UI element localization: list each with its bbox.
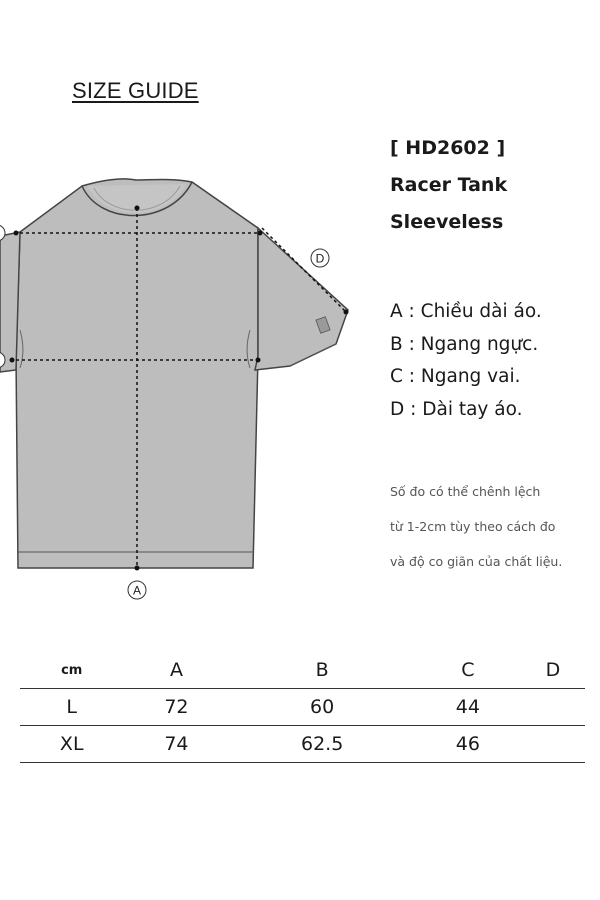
product-info [390,130,507,241]
header-c: C [461,659,475,681]
header-b: B [315,659,329,681]
table-row [20,689,585,726]
size-guide-title: SIZE GUIDE [72,78,199,103]
measurement-legend [390,296,542,426]
row-d [521,726,585,763]
table-header-row [20,652,585,689]
svg-text:A: A [132,583,142,598]
legend-item-c: C : Ngang vai. [390,366,521,387]
legend-item-d: D : Dài tay áo. [390,398,523,420]
table-row [20,726,585,763]
row-c: 44 [455,696,480,718]
header-unit: cm [61,662,83,678]
legend-item-a: A : Chiều dài áo. [390,301,542,322]
product-name-line1: Racer Tank [390,174,508,196]
row-size: L [66,696,78,718]
row-b: 60 [310,696,335,718]
row-a: 74 [164,733,189,755]
size-table [20,652,585,763]
marker-a [128,581,146,599]
product-name-line2: Sleeveless [390,211,504,233]
product-code: [ HD2602 ] [390,137,506,159]
marker-d [311,249,329,267]
row-d [521,689,585,726]
svg-text:D: D [315,251,325,266]
row-a: 72 [164,696,189,718]
shirt-left-sleeve [0,232,20,372]
header-d: D [545,659,561,681]
row-c: 46 [455,733,480,755]
note-line: Số đo có thể chênh lệch [390,484,541,499]
note-line: từ 1-2cm tùy theo cách đo [390,519,556,534]
note-line: và độ co giãn của chất liệu. [390,554,563,569]
row-size: XL [59,733,84,755]
legend-item-b: B : Ngang ngực. [390,333,539,355]
header-a: A [169,659,183,681]
shirt-right-sleeve [255,228,348,370]
measurement-note [390,474,562,579]
row-b: 62.5 [300,733,344,755]
tshirt-diagram [0,160,380,610]
